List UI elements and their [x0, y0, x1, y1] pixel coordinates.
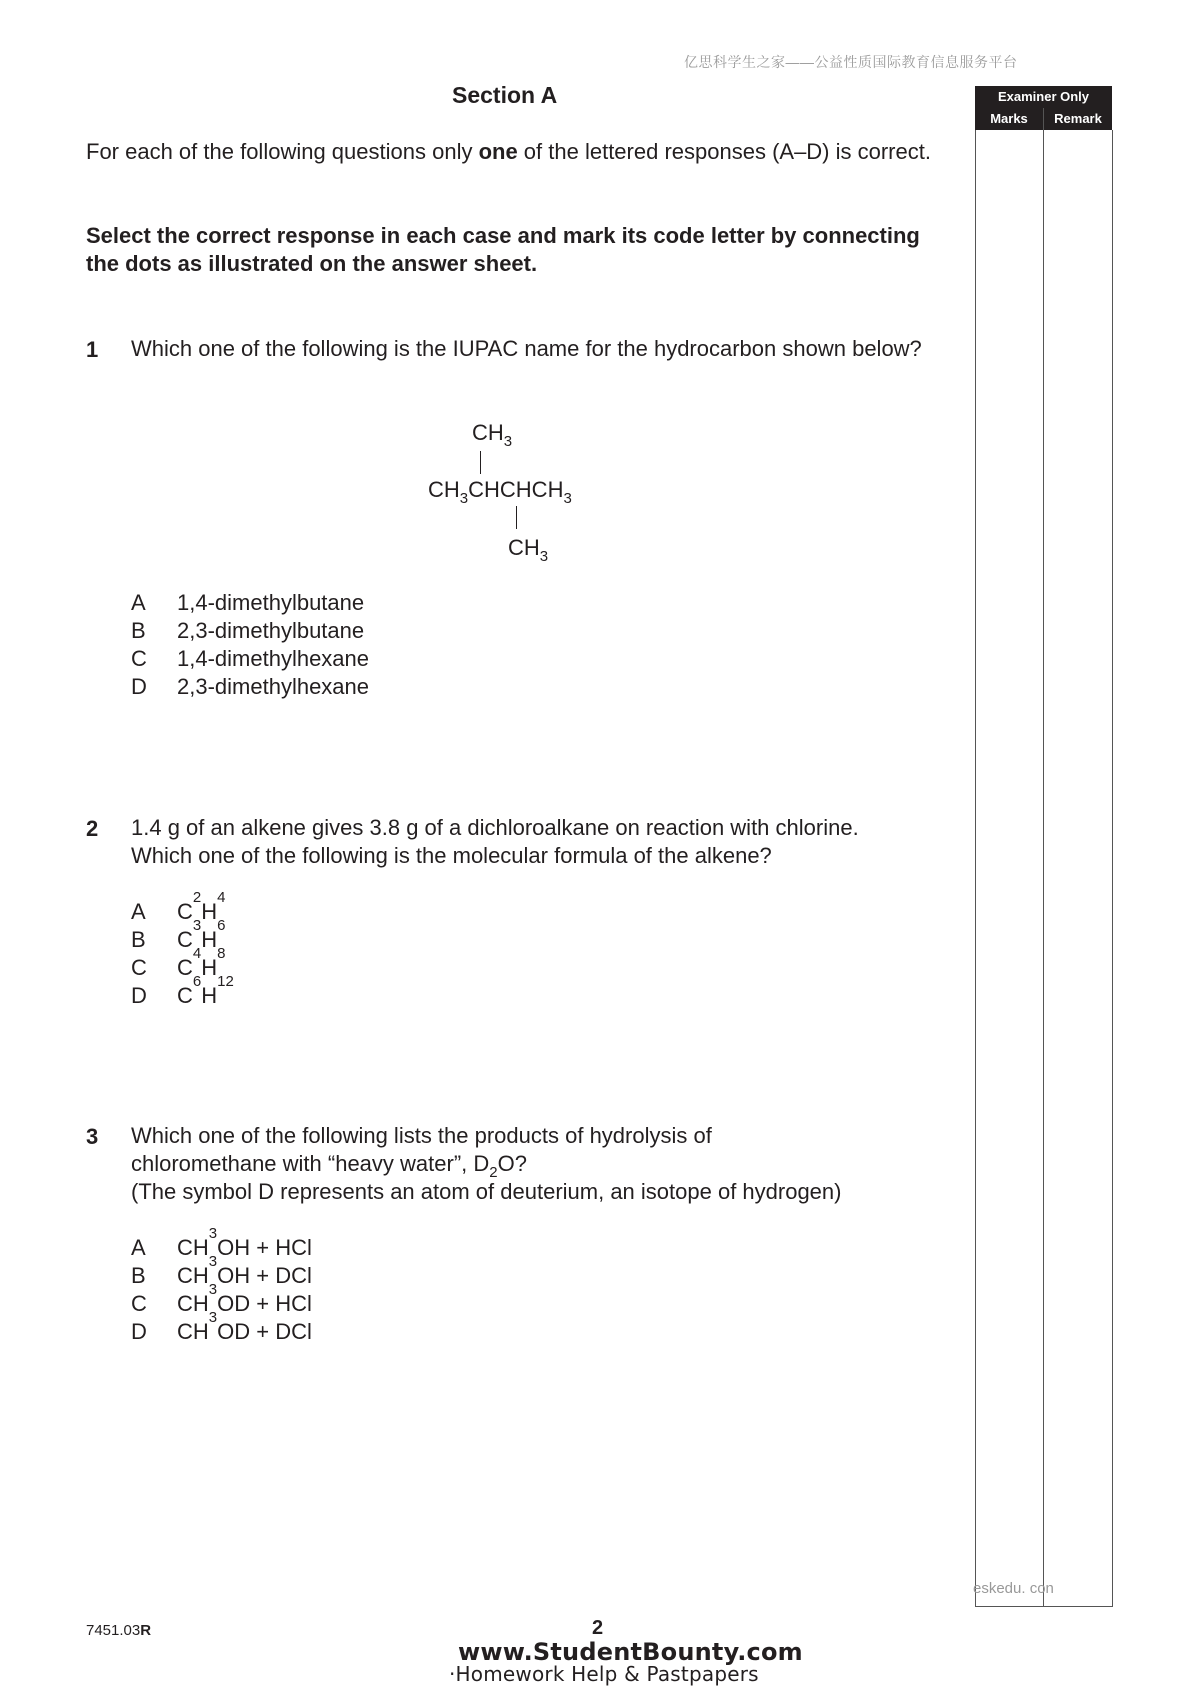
studentbounty-url[interactable]: www.StudentBounty.com	[458, 1638, 803, 1666]
question-2-number: 2	[86, 816, 99, 841]
examiner-column-divider	[1043, 108, 1044, 1606]
option-c: C C 4 H 8	[131, 945, 226, 980]
option-c: C 1,4-dimethylhexane	[131, 646, 370, 671]
question-1-number: 1	[86, 337, 99, 362]
studentbounty-tagline: ·Homework Help & Pastpapers	[449, 1662, 759, 1686]
option-b: B CH 3 OH + DCl	[131, 1253, 312, 1288]
question-2-line-1: 1.4 g of an alkene gives 3.8 g of a dichloroalkane on reaction with chlorine.	[131, 815, 859, 840]
instruction-emphasis: one	[478, 139, 518, 164]
option-d: D C 6 H 12	[131, 973, 234, 1008]
question-3-text	[131, 1122, 951, 1206]
structure-bond-bottom	[516, 506, 517, 529]
instruction-text-pre: For each of the following questions only	[86, 139, 479, 164]
option-a: A CH 3 OH + HCl	[131, 1225, 312, 1260]
question-3-number: 3	[86, 1124, 99, 1149]
question-3-line-1: Which one of the following lists the products of hydrolysis of	[131, 1123, 712, 1148]
section-title: Section A	[452, 82, 558, 108]
question-2-text	[131, 814, 971, 870]
instruction-bold-paragraph: Select the correct response in each case and mark its code letter by connecting the dots as illustrated on the answer sheet.	[86, 223, 920, 276]
structure-bottom-methyl: $CH_3$	[508, 535, 549, 565]
question-2-options	[131, 889, 234, 1010]
structure-main-chain: $CH_3CHCHCH_3$	[428, 477, 572, 507]
option-a: A 1,4-dimethylbutane	[131, 590, 365, 615]
option-d: D CH 3 OD + DCl	[131, 1309, 312, 1344]
question-1-text: Which one of the following is the IUPAC name for the hydrocarbon shown below?	[131, 336, 922, 361]
eskedu-watermark: eskedu. con	[973, 1580, 1054, 1597]
question-1-options	[131, 589, 369, 701]
remark-column-header: Remark	[1044, 108, 1112, 130]
header-watermark: 亿思科学生之家——公益性质国际教育信息服务平台	[684, 54, 1018, 70]
option-b: B C 3 H 6	[131, 917, 226, 952]
page-number: 2	[592, 1617, 604, 1639]
marks-column-header: Marks	[975, 108, 1043, 130]
structure-bond-top	[480, 451, 481, 474]
option-d: D 2,3-dimethylhexane	[131, 674, 370, 699]
option-a: A C 2 H 4	[131, 889, 226, 924]
option-c: C CH 3 OD + HCl	[131, 1281, 312, 1316]
paper-code: 7451.03R	[86, 1622, 152, 1639]
question-3-line-3: (The symbol D represents an atom of deuterium, an isotope of hydrogen)	[131, 1179, 842, 1204]
question-3-options	[131, 1225, 312, 1346]
question-2-line-2: Which one of the following is the molecular formula of the alkene?	[131, 843, 772, 868]
structure-top-methyl: $CH_3$	[472, 420, 513, 450]
option-b: B 2,3-dimethylbutane	[131, 618, 365, 643]
instruction-text-post: of the lettered responses (A–D) is correct.	[517, 139, 931, 164]
instruction-paragraph	[86, 138, 946, 166]
examiner-marks-box	[975, 130, 1113, 1607]
examiner-only-header: Examiner Only	[975, 86, 1112, 108]
question-3-line-2: chloromethane with “heavy water”, $D_2O$?	[131, 1151, 527, 1181]
